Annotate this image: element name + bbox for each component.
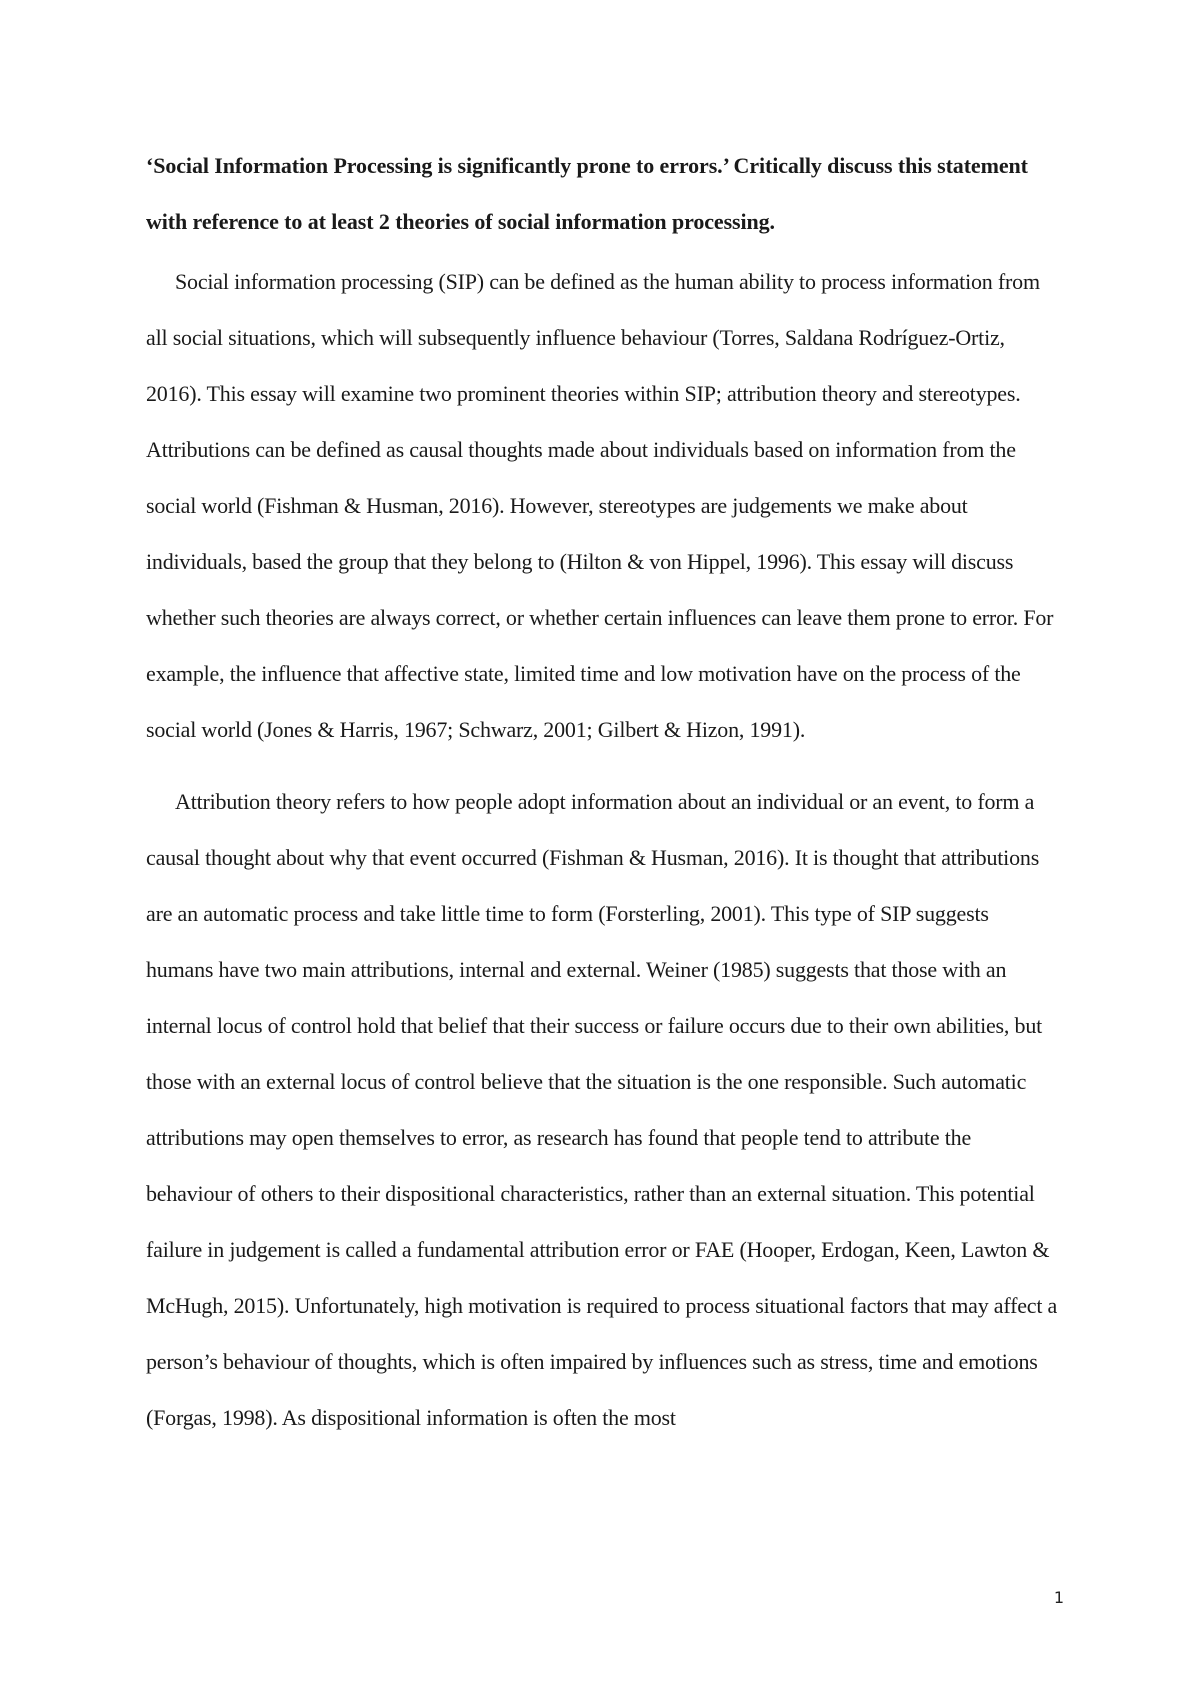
essay-title: ‘Social Information Processing is significantly prone to errors.’ Critically discuss this statement with reference to at least 2 theories of social information processing. — [146, 153, 1028, 234]
paragraph-attribution-theory: Attribution theory refers to how people adopt information about an individual or an event, to form a causal thought about why that event occurred (Fishman & Husman, 2016). It is thought that attributions are an automatic process and take little time to form (Forsterling, 2001). This type of SIP suggests humans have two main attributions, internal and external. Weiner (1985) suggests that those with an internal locus of control hold that belief that their success or failure occurs due to their own abilities, but those with an external locus of control believe that the situation is the one responsible. Such automatic attributions may open themselves to error, as research has found that people tend to attribute the behaviour of others to their dispositional characteristics, rather than an external situation. This potential failure in judgement is called a fundamental attribution error or FAE (Hooper, Erdogan, Keen, Lawton & McHugh, 2015). Unfortunately, high motivation is required to process situational factors that may affect a person’s behaviour of thoughts, which is often impaired by influences such as stress, time and emotions (Forgas, 1998). As dispositional information is often the most — [146, 789, 1058, 1430]
paragraph-introduction: Social information processing (SIP) can be defined as the human ability to process information from all social situations, which will subsequently influence behaviour (Torres, Saldana Rodríguez-Ortiz, 2016). This essay will examine two prominent theories within SIP; attribution theory and stereotypes. Attributions can be defined as causal thoughts made about individuals based on information from the social world (Fishman & Husman, 2016). However, stereotypes are judgements we make about individuals, based the group that they belong to (Hilton & von Hippel, 1996). This essay will discuss whether such theories are always correct, or whether certain influences can leave them prone to error. For example, the influence that affective state, limited time and low motivation have on the process of the social world (Jones & Harris, 1967; Schwarz, 2001; Gilbert & Hizon, 1991). — [146, 269, 1054, 742]
page-number: 1 — [1053, 1588, 1064, 1607]
document-body — [146, 138, 1061, 1446]
